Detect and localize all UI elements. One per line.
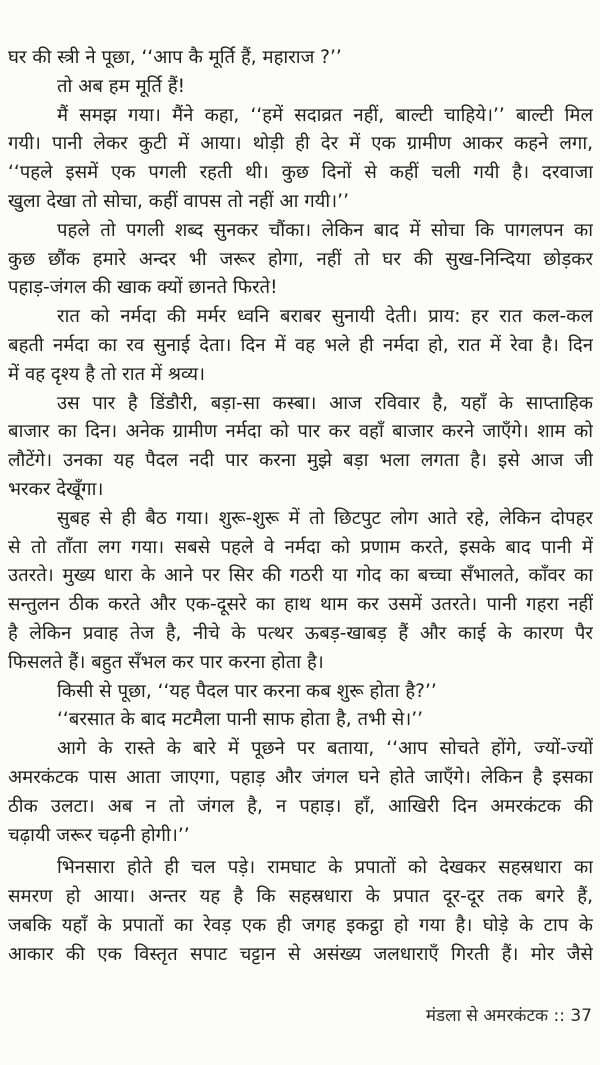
text-line: चढ़ायी जरूर चढ़नी होगी।’’ (8, 824, 190, 846)
text-line: उतरते। मुख्य धारा के आने पर सिर की गठरी या गोद का बच्चा सँभालते, काँवर का (8, 565, 593, 587)
text-line: किसी से पूछा, ‘‘यह पैदल पार करना कब शुरू होता है?’’ (57, 680, 437, 702)
text-line: सन्तुलन ठीक करते और एक-दूसरे का हाथ थाम कर उसमें उतरते। पानी गहरा नहीं (8, 594, 593, 616)
text-line: पहले तो पगली शब्द सुनकर चौंका। लेकिन बाद में सोचा कि पागलपन का (57, 219, 593, 241)
text-line: पहाड़-जंगल की खाक क्यों छानते फिरते! (8, 277, 278, 299)
text-line: खुला देखा तो सोचा, कहीं वापस तो नहीं आ गयी।’’ (8, 190, 349, 212)
text-line: से तो ताँता लग गया। सबसे पहले वे नर्मदा को प्रणाम करते, इसके बाद पानी में (8, 536, 593, 558)
text-line: जबकि यहाँ के प्रपातों का रेवड़ एक ही जगह इकट्ठा हो गया है। घोड़े के टाप के (8, 914, 593, 936)
text-line: बहती नर्मदा का रव सुनाई देता। दिन में वह भले ही नर्मदा हो, रात में रेवा है। दिन (8, 334, 593, 356)
page-footer-running-title: मंडला से अमरकंटक :: 37 (425, 1006, 592, 1026)
text-line: भरकर देखूँगा। (8, 478, 104, 500)
text-line: है लेकिन प्रवाह तेज है, नीचे के पत्थर ऊबड़-खाबड़ हैं और काई के कारण पैर (8, 622, 593, 644)
book-page-body (8, 44, 593, 970)
text-line: ‘‘पहले इसमें एक पगली रहती थी। कुछ दिनों से कहीं चली गयी है। दरवाजा (8, 162, 593, 184)
text-line: ठीक उलटा। अब न तो जंगल है, न पहाड़। हाँ, आखिरी दिन अमरकंटक की (8, 795, 593, 817)
text-line: भिनसारा होते ही चल पड़े। रामघाट के प्रपातों को देखकर सहस्रधारा का (57, 857, 593, 879)
text-line: आकार की एक विस्तृत सपाट चट्टान से असंख्य जलधाराएँ गिरती हैं। मोर जैसे (8, 943, 593, 965)
text-line: अमरकंटक पास आता जाएगा, पहाड़ और जंगल घने होते जाएँगे। लेकिन है इसका (8, 766, 593, 788)
text-line: मैं समझ गया। मैंने कहा, ‘‘हमें सदाव्रत नहीं, बाल्टी चाहिये।’’ बाल्टी मिल (57, 104, 593, 126)
text-line: समरण हो आया। अन्तर यह है कि सहस्रधारा के प्रपात दूर-दूर तक बगरे हैं, (8, 886, 593, 908)
text-line: तो अब हम मूर्ति हैं! (57, 75, 186, 97)
text-line: रात को नर्मदा की मर्मर ध्वनि बराबर सुनायी देती। प्राय: हर रात कल-कल (57, 306, 593, 328)
text-line: गयी। पानी लेकर कुटी में आया। थोड़ी ही देर में एक ग्रामीण आकर कहने लगा, (8, 133, 593, 155)
text-line: बाजार का दिन। अनेक ग्रामीण नर्मदा को पार कर वहाँ बाजार करने जाएँगे। शाम को (8, 421, 593, 443)
text-line: घर की स्त्री ने पूछा, ‘‘आप कै मूर्ति हैं, महाराज ?’’ (8, 47, 342, 68)
text-line: कुछ छौंक हमारे अन्दर भी जरूर होगा, नहीं तो घर की सुख-निन्दिया छोड़कर (8, 248, 593, 270)
text-line: ‘‘बरसात के बाद मटमैला पानी साफ होता है, तभी से।’’ (57, 709, 424, 731)
text-line: में वह दृश्य है तो रात में श्रव्य। (8, 363, 206, 385)
text-line: फिसलते हैं। बहुत सँभल कर पार करना होता है। (8, 651, 324, 673)
text-line: आगे के रास्ते के बारे में पूछने पर बताया, ‘‘आप सोचते होंगे, ज्यों-ज्यों (57, 738, 593, 760)
text-line: सुबह से ही बैठ गया। शुरू-शुरू में तो छिटपुट लोग आते रहे, लेकिन दोपहर (57, 507, 593, 529)
text-line: उस पार है डिंडौरी, बड़ा-सा कस्बा। आज रविवार है, यहाँ के साप्ताहिक (57, 392, 593, 414)
text-line: लौटेंगे। उनका यह पैदल नदी पार करना मुझे बड़ा भला लगता है। इसे आज जी (8, 450, 593, 472)
